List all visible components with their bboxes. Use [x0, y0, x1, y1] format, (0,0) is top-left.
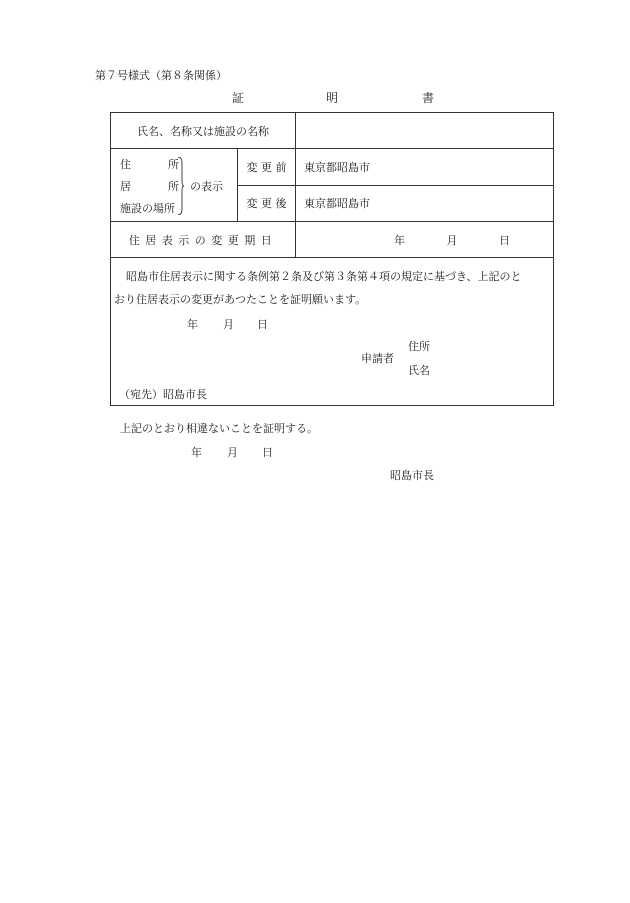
applicant-name-label: 氏名: [408, 364, 430, 377]
certification-month: 月: [227, 446, 238, 459]
certification-text: 上記のとおり相違ないことを証明する。: [120, 422, 318, 435]
certificate-table: [110, 112, 554, 406]
change-date-year: 年: [394, 233, 405, 247]
address-label-sho: 所: [168, 158, 179, 171]
request-year: 年: [187, 318, 198, 331]
right-brace-icon: [178, 157, 184, 215]
name-row: [111, 113, 554, 149]
after-value-field[interactable]: 東京都昭島市: [296, 185, 554, 222]
applicant-label: 申請者: [361, 352, 394, 365]
facility-location-label: 施設の場所: [120, 202, 175, 215]
after-label: 変 更 後: [238, 185, 296, 222]
request-month: 月: [223, 318, 234, 331]
change-date-day: 日: [499, 233, 510, 247]
title-char-1: 証: [232, 91, 245, 105]
before-row: [111, 149, 554, 186]
form-number: 第７号様式（第８条関係）: [95, 69, 227, 82]
request-text-line2: おり住居表示の変更があつたことを証明願います。: [114, 293, 367, 306]
request-text-line1: 昭島市住居表示に関する条例第２条及び第３条第４項の規定に基づき、上記のと: [126, 270, 522, 283]
name-value-field[interactable]: [296, 113, 554, 149]
request-row: [111, 258, 554, 406]
display-label: の表示: [190, 180, 223, 193]
before-label: 変 更 前: [238, 149, 296, 186]
applicant-address-label: 住所: [408, 340, 430, 353]
residence-label-kyo: 居: [120, 180, 131, 193]
addressee: （宛先）昭島市長: [119, 388, 207, 401]
change-date-label: 住居表示の変更期日: [111, 222, 296, 258]
certification-day: 日: [262, 446, 273, 459]
certification-year: 年: [191, 446, 202, 459]
request-day: 日: [257, 318, 268, 331]
before-value-field[interactable]: 東京都昭島市: [296, 149, 554, 186]
change-date-row: [111, 222, 554, 258]
title-char-3: 書: [422, 91, 435, 105]
address-label-ju: 住: [120, 158, 131, 171]
address-label-cell: [111, 149, 238, 222]
name-label: 氏名、名称又は施設の名称: [111, 113, 296, 149]
request-cell: [111, 258, 554, 406]
residence-label-sho: 所: [168, 180, 179, 193]
certification-issuer: 昭島市長: [390, 469, 434, 482]
title-char-2: 明: [326, 91, 339, 105]
change-date-field[interactable]: [296, 222, 554, 258]
change-date-month: 月: [446, 233, 458, 247]
